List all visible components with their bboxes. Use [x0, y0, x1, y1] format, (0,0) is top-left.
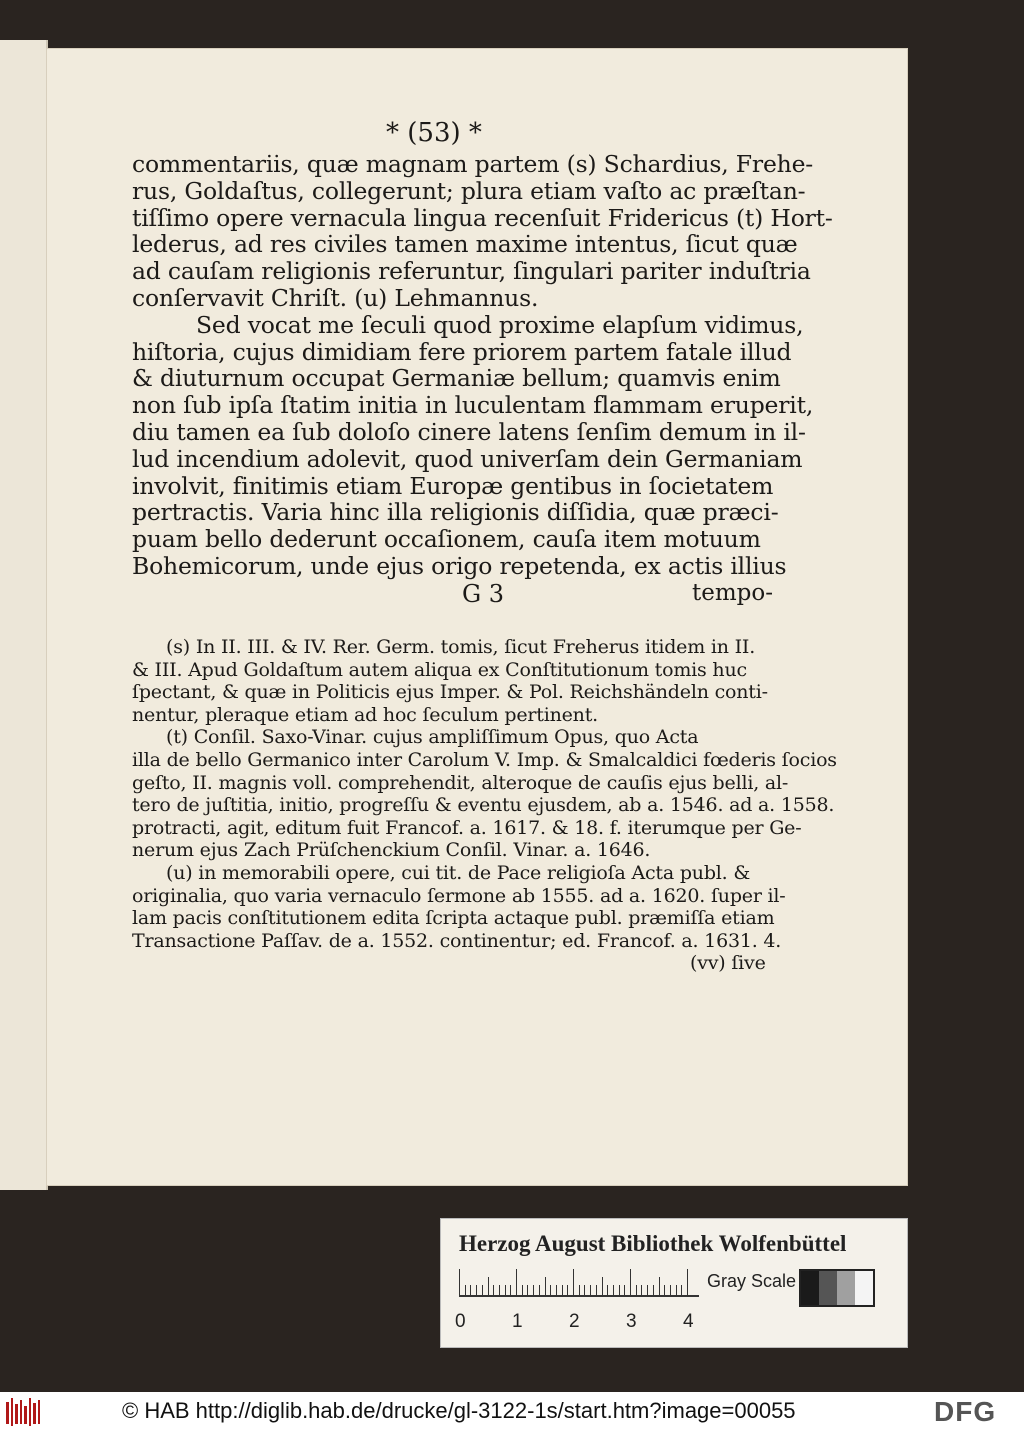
text-line: hiſtoria, cujus dimidiam fere priorem partem fatale illud [132, 337, 792, 366]
footnote-line: illa de bello Germanico inter Carolum V. Imp. & Smalcaldici fœderis ſocios [132, 749, 837, 771]
ruler-tick [465, 1285, 466, 1295]
ruler-number: 0 [455, 1311, 466, 1332]
ruler-tick [505, 1285, 506, 1295]
ruler-tick [647, 1285, 648, 1295]
footnote-line: nerum ejus Zach Prüſchenckium Conſil. Vinar. a. 1646. [132, 839, 651, 862]
footnote-line: (u) in memorabili opere, cui tit. de Pace religioſa Acta publ. & [166, 862, 751, 884]
ruler-tick [624, 1285, 625, 1295]
ruler-tick [493, 1285, 494, 1295]
footnote-line: (t) Conſil. Saxo-Vinar. cujus ampliſſimum Opus, quo Acta [166, 726, 699, 749]
library-stamp [440, 1218, 908, 1348]
text-line: ad cauſam religionis referuntur, ſingulari pariter induſtria [132, 257, 811, 286]
ruler-tick [567, 1285, 568, 1295]
ruler-tick [630, 1269, 631, 1295]
previous-page-edge [0, 40, 48, 1190]
text-line: lud incendium adolevit, quod univerſam dein Germaniam [132, 444, 803, 473]
ruler-tick [533, 1285, 534, 1295]
text-line: rus, Goldaſtus, collegerunt; plura etiam vaſto ac præſtan- [132, 176, 806, 205]
ruler-tick [641, 1285, 642, 1295]
text-line: & diuturnum occupat Germaniæ bellum; quamvis enim [132, 364, 781, 393]
gray-swatch [855, 1271, 873, 1305]
footnote-line: (vv) ſive [690, 952, 766, 975]
footer-bar [0, 1392, 1024, 1432]
ruler-tick [613, 1285, 614, 1295]
dfg-logo: DFG [934, 1396, 997, 1427]
footnote-line: & III. Apud Goldaſtum autem aliqua ex Conſtitutionum tomis huc [132, 658, 747, 681]
ruler-tick [550, 1285, 551, 1295]
ruler-tick [619, 1285, 620, 1295]
ruler-tick [459, 1269, 460, 1295]
gray-swatch [819, 1271, 837, 1305]
text-line: non ſub ipſa ſtatim initia in luculentam flammam eruperit, [132, 391, 814, 420]
text-line: puam bello dederunt occaſionem, cauſa item motuum [132, 525, 761, 554]
ruler-tick [522, 1285, 523, 1295]
gray-scale-label: Gray Scale [707, 1271, 797, 1291]
signature-mark: G 3 [462, 580, 505, 608]
page-header: * (53) * [386, 118, 482, 148]
ruler-tick [545, 1277, 546, 1295]
footnote-line: ſpectant, & quæ in Politicis ejus Imper. & Pol. Reichshändeln conti- [132, 681, 768, 704]
ruler-tick [482, 1285, 483, 1295]
footnote-line: (s) In II. III. & IV. Rer. Germ. tomis, ſicut Freherus itidem in II. [166, 636, 756, 658]
ruler-tick [516, 1269, 517, 1295]
ruler-number: 3 [626, 1311, 637, 1332]
ruler-tick [687, 1269, 688, 1295]
gray-swatch [801, 1271, 819, 1305]
ruler-tick [584, 1285, 585, 1295]
footnote-line: lam pacis conſtitutionem edita ſcripta actaque publ. præmiſſa etiam [132, 907, 775, 930]
text-line: diu tamen ea ſub doloſo cinere latens ſenſim demum in il- [132, 418, 806, 446]
ruler-tick [499, 1285, 500, 1295]
text-line: pertractis. Varia hinc illa religionis diſſidia, quæ præci- [132, 498, 779, 527]
text-line: Sed vocat me ſeculi quod proxime elapſum vidimus, [196, 310, 804, 339]
footnote-line: originalia, quo varia vernaculo ſermone ab 1555. ad a. 1620. ſuper il- [132, 884, 786, 907]
library-name: Herzog August Bibliothek Wolfenbüttel [459, 1231, 847, 1256]
text-line: tiſſimo opere vernacula lingua recenſuit Fridericus (t) Hort- [132, 203, 833, 232]
ruler-tick [488, 1277, 489, 1295]
ruler-tick [636, 1285, 637, 1295]
ruler-tick [562, 1285, 563, 1295]
text-line: commentariis, quæ magnam partem (s) Schardius, Frehe- [132, 150, 814, 178]
ruler-tick [602, 1277, 603, 1295]
footnote-line: nentur, pleraque etiam ad hoc ſeculum pertinent. [132, 703, 598, 726]
footnote-line: geſto, II. magnis voll. comprehendit, alteroque de cauſis ejus belli, al- [132, 771, 789, 794]
ruler-tick [539, 1285, 540, 1295]
text-line: lederus, ad res civiles tamen maxime intentus, ſicut quæ [132, 230, 798, 259]
ruler-tick [510, 1285, 511, 1295]
catchword: tempo- [692, 580, 774, 606]
ruler-tick [653, 1285, 654, 1295]
ruler-tick [556, 1285, 557, 1295]
footnote-line: Transactione Paſſav. de a. 1552. continentur; ed. Francof. a. 1631. 4. [132, 929, 782, 952]
scale-ruler [459, 1269, 699, 1297]
ruler-tick [676, 1285, 677, 1295]
ruler-tick [659, 1277, 660, 1295]
ruler-number: 2 [569, 1311, 580, 1332]
ruler-number: 1 [512, 1311, 523, 1332]
footnote-line: protracti, agit, editum fuit Francof. a. 1617. & 18. f. iterumque per Ge- [132, 816, 802, 839]
hab-barcode-logo-icon [6, 1398, 42, 1426]
text-line: involvit, finitimis etiam Europæ gentibus in ſocietatem [132, 471, 774, 500]
ruler-tick [573, 1269, 574, 1295]
ruler-tick [681, 1285, 682, 1295]
ruler-tick [470, 1285, 471, 1295]
ruler-tick [527, 1285, 528, 1295]
ruler-tick [596, 1285, 597, 1295]
ruler-tick [476, 1285, 477, 1295]
gray-scale-swatch [799, 1269, 875, 1307]
gray-swatch [837, 1271, 855, 1305]
text-line: conſervavit Chriſt. (u) Lehmannus. [132, 284, 539, 312]
text-line: Bohemicorum, unde ejus origo repetenda, ex actis illius [132, 552, 787, 580]
ruler-number: 4 [683, 1311, 694, 1332]
ruler-tick [590, 1285, 591, 1295]
source-url[interactable]: © HAB http://diglib.hab.de/drucke/gl-3122-1s/start.htm?image=00055 [122, 1398, 796, 1423]
ruler-tick [579, 1285, 580, 1295]
ruler-tick [670, 1285, 671, 1295]
ruler-tick [664, 1285, 665, 1295]
ruler-tick [607, 1285, 608, 1295]
footnote-line: tero de juſtitia, initio, progreſſu & eventu ejusdem, ab a. 1546. ad a. 1558. [132, 794, 835, 817]
